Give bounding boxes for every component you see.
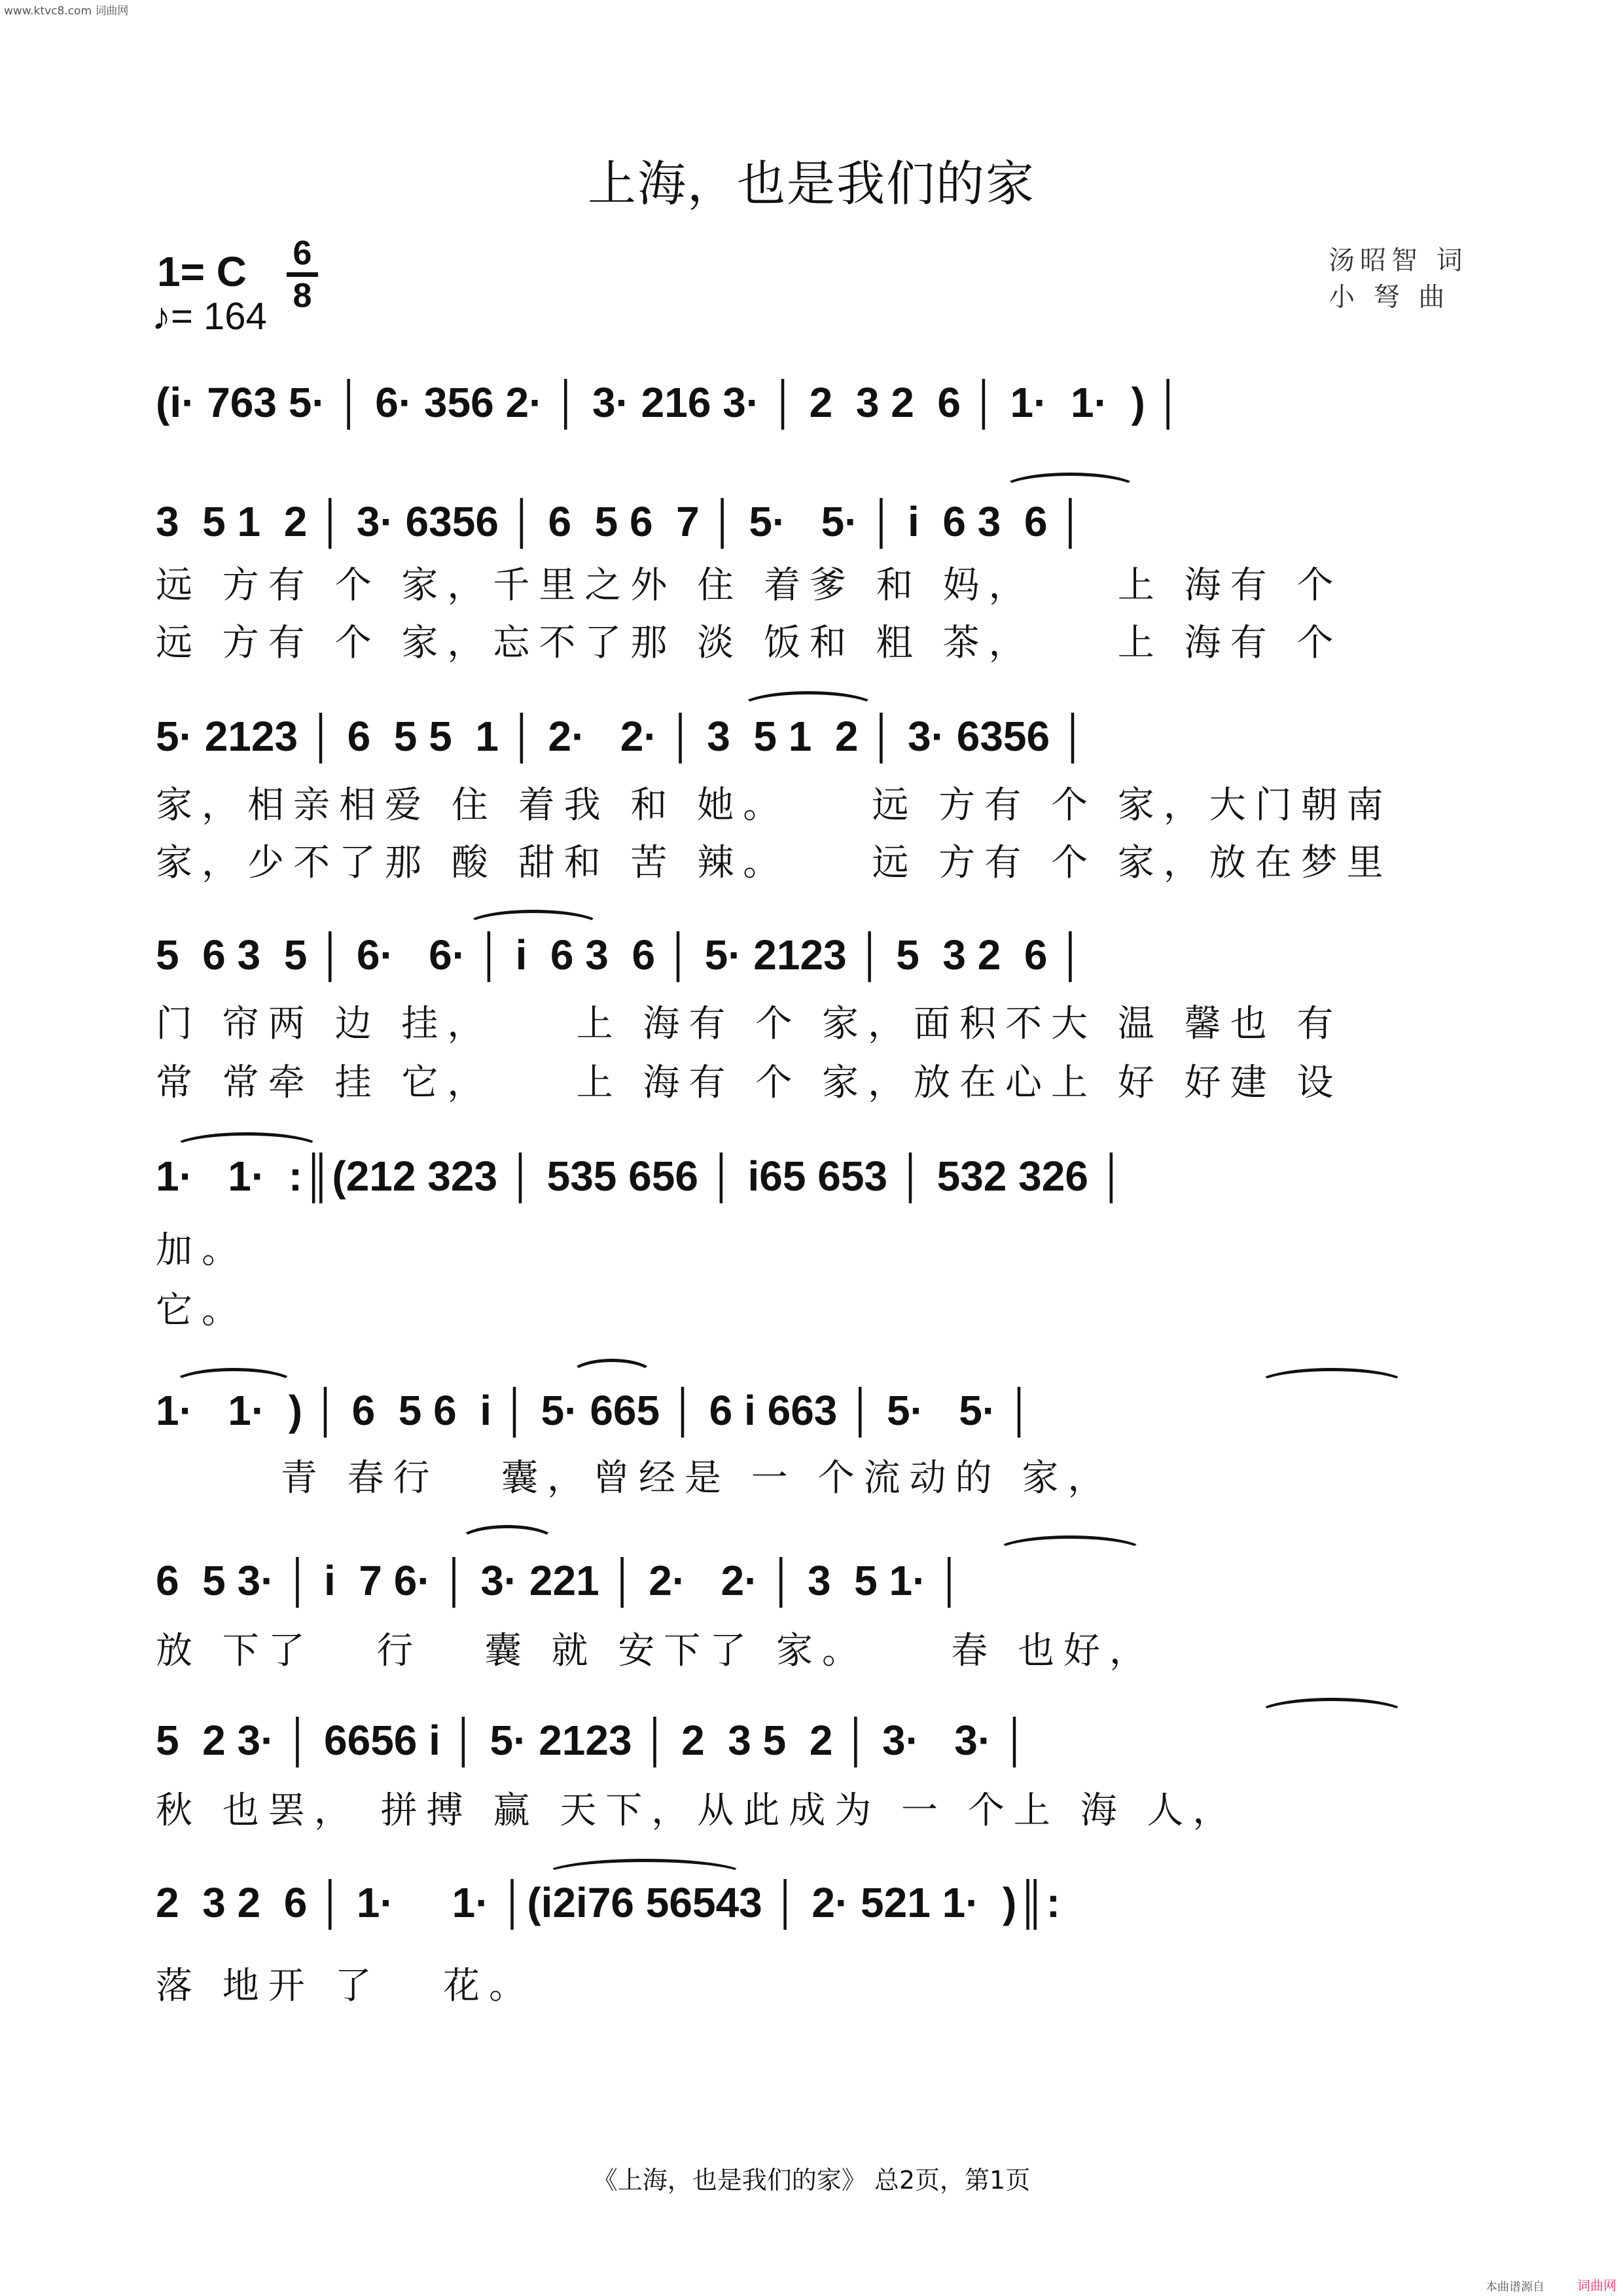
notation-line: (i· 763 5· │ 6· 356 2· │ 3· 216 3· │ 2 3 2 6 │ 1· 1· ) │ [156, 379, 1183, 426]
notation-line: 5 6 3 5 │ 6· 6· │ i 6 3 6 │ 5· 2123 │ 5 3 2 6 │ [156, 931, 1086, 978]
lyrics-verse-2: 它。 [156, 1289, 247, 1332]
meter-bottom: 8 [293, 277, 312, 315]
slur-mark [465, 910, 602, 942]
meter-bar [287, 272, 318, 277]
brand-watermark: 词曲网 [1577, 2278, 1616, 2293]
tempo-marking: ♪= 164 [152, 295, 267, 338]
lyricist-credit: 汤昭智 词 [1329, 245, 1468, 276]
meter-top: 6 [293, 234, 312, 272]
composer-credit: 小 弩 曲 [1329, 282, 1450, 312]
notation-line: 2 3 2 6 │ 1· 1· │(i2i76 56543 │ 2· 521 1· )║: [156, 1879, 1060, 1926]
notation-line: 5 2 3· │ 6656 i │ 5· 2123 │ 2 3 5 2 │ 3· 3· │ [156, 1717, 1029, 1764]
lyrics-verse-1: 放 下了 行 囊 就 安下了 家。 春 也好， [156, 1630, 1156, 1672]
lyrics-verse-1: 落 地开 了 花。 [156, 1965, 535, 2007]
credits [1329, 242, 1468, 315]
lyrics-verse-1: 门 帘两 边 挂， 上 海有 个 家，面积不大 温 馨也 有 [156, 1003, 1343, 1045]
lyrics-verse-2: 远 方有 个 家，忘不了那 淡 饭和 粗 茶， 上 海有 个 [156, 622, 1343, 664]
slur-mark [740, 691, 877, 724]
slur-mark [1257, 1368, 1407, 1401]
slur-mark [569, 1359, 654, 1391]
lyrics-verse-1: 远 方有 个 家，千里之外 住 着爹 和 妈， 上 海有 个 [156, 564, 1343, 607]
notation-line: 5· 2123 │ 6 5 5 1 │ 2· 2· │ 3 5 1 2 │ 3· 6356 │ [156, 713, 1088, 760]
slur-mark [171, 1368, 296, 1401]
lyrics-verse-1: 秋 也罢， 拼搏 赢 天下，从此成为 一 个上 海 人， [156, 1789, 1239, 1832]
slur-mark [543, 1859, 746, 1892]
slur-mark [171, 1132, 322, 1165]
page-footer: 《上海，也是我们的家》 总2页，第1页 [592, 2166, 1031, 2195]
key-signature: 1= C [157, 248, 247, 295]
source-watermark: 本曲谱源自 [1486, 2280, 1544, 2294]
slur-mark [995, 1535, 1145, 1568]
page-title: 上海，也是我们的家 [588, 156, 1035, 212]
lyrics-verse-1: 家，相亲相爱 住 着我 和 她。 远 方有 个 家，大门朝南 [156, 784, 1393, 827]
slur-mark [1257, 1698, 1407, 1731]
slur-mark [1001, 473, 1139, 505]
time-signature [287, 234, 318, 315]
notation-line: 1· 1· :║(212 323 │ 535 656 │ i65 653 │ 532 326 │ [156, 1153, 1126, 1200]
notation-line: 1· 1· ) │ 6 5 6 i │ 5· 665 │ 6 i 663 │ 5· 5· │ [156, 1387, 1034, 1434]
site-watermark: www.ktvc8.com 词曲网 [4, 5, 129, 18]
notation-line: 6 5 3· │ i 7 6· │ 3· 221 │ 2· 2· │ 3 5 1· │ [156, 1557, 965, 1604]
notation-line: 3 5 1 2 │ 3· 6356 │ 6 5 6 7 │ 5· 5· │ i 6 3 6 │ [156, 498, 1086, 545]
lyrics-verse-1: 青 春行 囊，曾经是 一 个流动的 家， [156, 1457, 1114, 1499]
lyrics-verse-2: 常 常牵 挂 它， 上 海有 个 家，放在心上 好 好建 设 [156, 1062, 1343, 1104]
lyrics-verse-2: 家，少不了那 酸 甜和 苦 辣。 远 方有 个 家，放在梦里 [156, 842, 1393, 884]
lyrics-verse-1: 加。 [156, 1229, 247, 1272]
slur-mark [458, 1525, 556, 1558]
